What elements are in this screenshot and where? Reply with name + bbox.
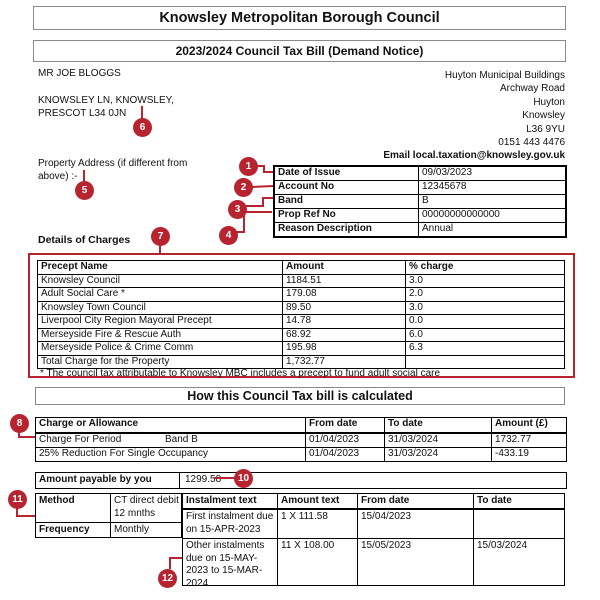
details-of-charges-heading: Details of Charges [38,234,131,246]
instalments-table [182,493,565,586]
annotation-marker-4: 4 [219,226,238,245]
table-row: Liverpool City Region Mayoral Precept 14.78 0.0 [38,315,564,329]
other-instalments-row: Other instalments due on 15-MAY-2023 to 15-MAR-2024 11 X 108.00 15/05/2023 15/03/2024 [183,539,564,585]
annotation-connector-12 [170,558,182,569]
annotation-connector-1 [256,166,273,172]
amount-payable-value: 1299.58 [179,473,566,488]
issuer-line: L36 9YU [526,123,565,135]
account-no-value: 12345678 [418,181,565,194]
property-address-label: Property Address (if different from above) :- [38,158,188,182]
calculation-header-row: Charge or Allowance From date To date Amount (£) [36,418,566,434]
charges-table [37,260,565,369]
reason-description-value: Annual [418,223,565,236]
date-of-issue-label: Date of Issue [278,167,341,178]
issuer-email: Email local.taxation@knowsley.gov.uk [383,150,565,162]
method-value: CT direct debit 12 mnths [110,494,181,522]
method-label: Method [39,495,75,506]
band-label: Band [278,195,303,206]
calculation-heading: How this Council Tax bill is calculated [35,387,565,405]
bill-info-table [273,165,567,238]
amount-payable-label: Amount payable by you [39,474,152,485]
annotation-marker-10: 10 [234,469,253,488]
method-row [36,494,181,523]
annotation-connector-2 [252,186,273,187]
calculation-table [35,417,567,462]
issuer-line: Archway Road [499,83,565,95]
charge-band: Band B [165,434,198,445]
annotation-marker-3: 3 [228,200,247,219]
reduction-row: 25% Reduction For Single Occupancy 01/04/2023 31/03/2024 -433.19 [36,448,566,461]
total-charge-row: Total Charge for the Property 1,732.77 [38,356,564,369]
payment-method-table [35,493,182,538]
annotation-connector-11 [17,508,35,516]
annotation-connector-3 [246,198,273,206]
reason-description-label: Reason Description [278,223,372,234]
table-row: Merseyside Fire & Rescue Auth 68.92 6.0 [38,329,564,343]
page-title: Knowsley Metropolitan Borough Council [33,6,566,30]
charge-for-period-row: Charge For Period Band B 01/04/2023 31/03/2024 1732.77 [36,434,566,448]
date-of-issue-value: 09/03/2023 [418,167,565,180]
table-row: Merseyside Police & Crime Comm 195.98 6.3 [38,342,564,356]
table-row [275,195,565,209]
band-value: B [418,195,565,208]
annotation-marker-2: 2 [234,178,253,197]
charges-header-row: Precept Name Amount % charge [38,261,564,275]
frequency-value: Monthly [110,523,181,537]
table-row [275,181,565,195]
table-row [275,223,565,236]
amount-payable-box [35,472,567,489]
allowance-name: 25% Reduction For Single Occupancy [39,448,208,459]
annotation-marker-5: 5 [75,181,94,200]
frequency-row [36,523,181,537]
annotation-marker-7: 7 [151,227,170,246]
prop-ref-no-value: 00000000000000 [418,209,565,222]
charge-name: Charge For Period [39,434,122,445]
issuer-address-block [315,69,565,163]
issuer-phone: 0151 443 4476 [498,137,565,149]
issuer-line: Huyton [533,96,565,108]
recipient-address-line2: PRESCOT L34 0JN [38,108,127,119]
annotation-marker-8: 8 [10,414,29,433]
annotation-marker-1: 1 [239,157,258,176]
frequency-label: Frequency [39,524,90,535]
prop-ref-no-label: Prop Ref No [278,209,336,220]
recipient-name: MR JOE BLOGGS [38,68,121,79]
table-row: Knowsley Town Council 89.50 3.0 [38,302,564,316]
issuer-line: Knowsley [522,110,565,122]
annotation-marker-6: 6 [133,118,152,137]
annotation-marker-11: 11 [8,490,27,509]
account-no-label: Account No [278,181,335,192]
table-row [275,167,565,181]
instalments-header-row: Instalment text Amount text From date To date [183,494,564,510]
table-row: Adult Social Care * 179.08 2.0 [38,288,564,302]
annotation-marker-12: 12 [158,569,177,588]
recipient-address-line1: KNOWSLEY LN, KNOWSLEY, [38,95,174,106]
table-row: Knowsley Council 1184.51 3.0 [38,275,564,289]
issuer-line: Huyton Municipal Buildings [444,70,565,81]
bill-title: 2023/2024 Council Tax Bill (Demand Notice) [33,40,566,62]
charges-footnote: * The council tax attributable to Knowsley MBC includes a precept to fund adult social care [40,368,441,379]
table-row [275,209,565,223]
first-instalment-row: First instalment due on 15-APR-2023 1 X 111.58 15/04/2023 [183,510,564,539]
